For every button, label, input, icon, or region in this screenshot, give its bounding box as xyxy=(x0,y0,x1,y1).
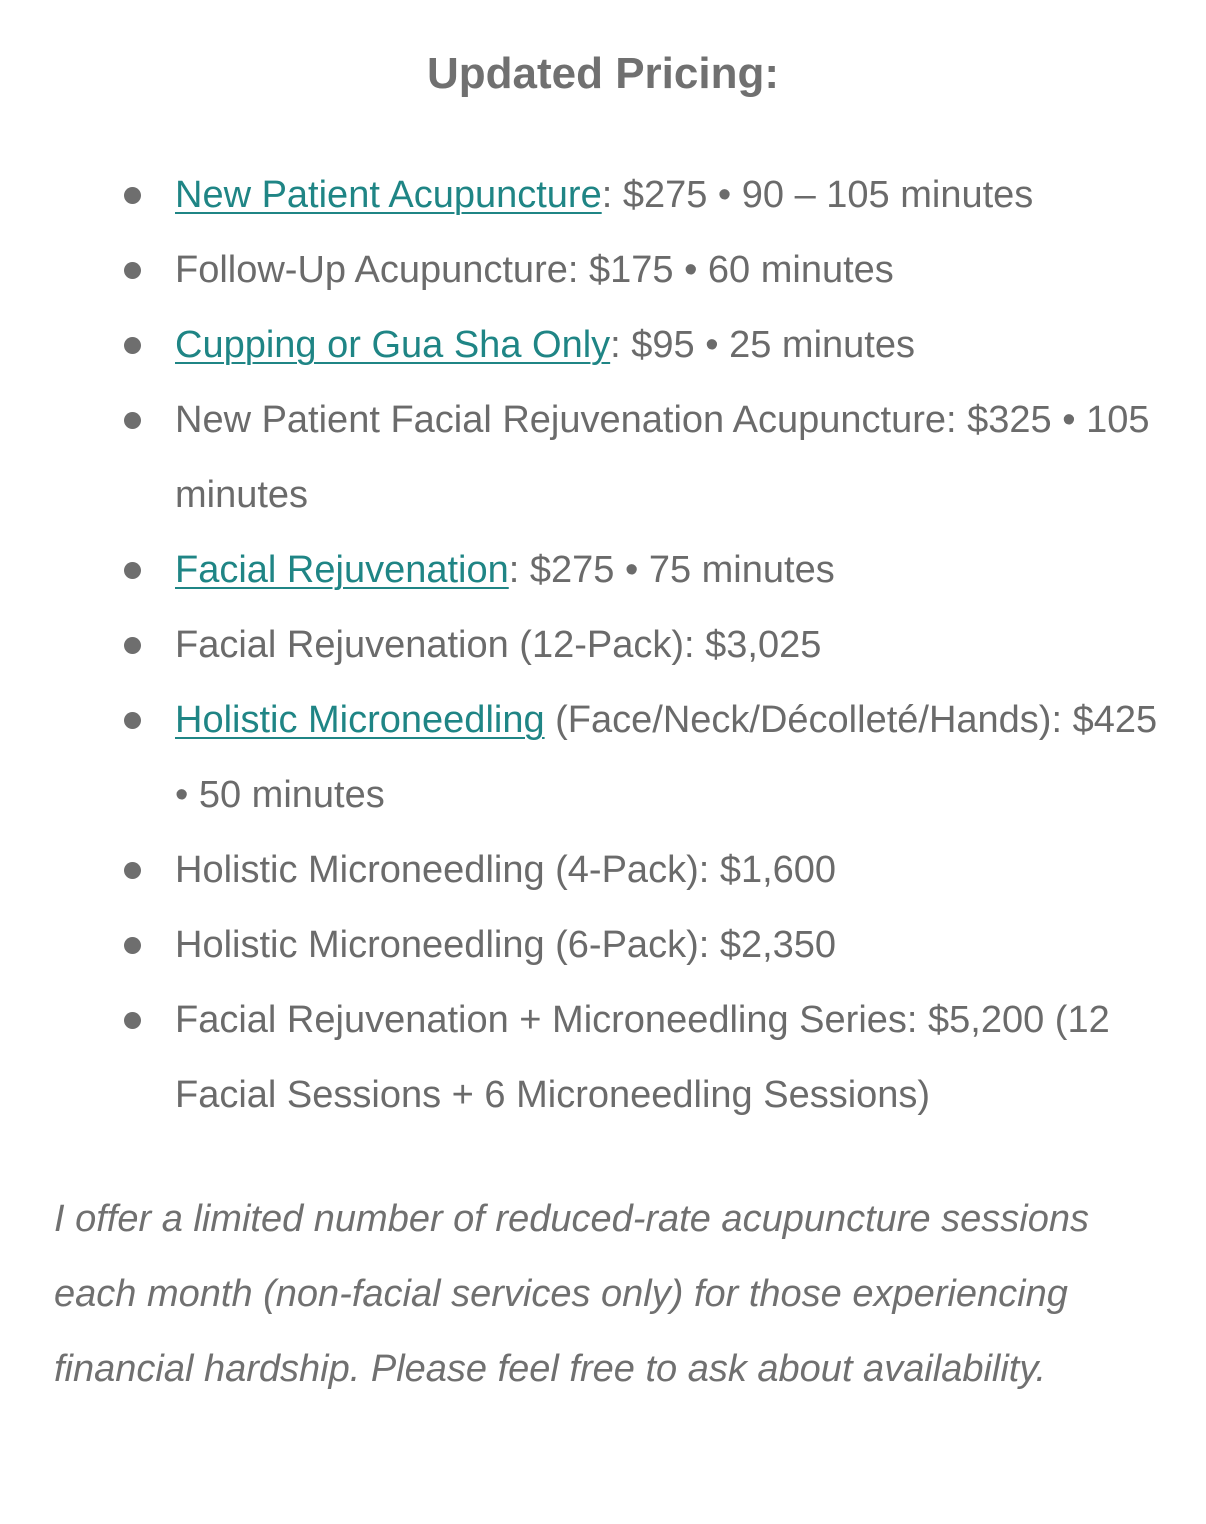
price-item-cupping-gua-sha xyxy=(0,308,1206,383)
bullet-icon xyxy=(124,862,141,879)
price-list xyxy=(0,158,1206,1133)
price-item-text: : $95 • 25 minutes xyxy=(610,324,915,366)
holistic-microneedling-link[interactable]: Holistic Microneedling xyxy=(175,699,545,741)
page-title: Updated Pricing: xyxy=(426,49,780,98)
bullet-icon xyxy=(124,187,141,204)
bullet-icon xyxy=(124,937,141,954)
price-item-text: Facial Rejuvenation + Microneedling Series: $5,200 (12 Facial Sessions + 6 Microneedling Sessions) xyxy=(175,999,1110,1116)
price-item-new-patient-acupuncture xyxy=(0,158,1206,233)
facial-rejuvenation-link[interactable]: Facial Rejuvenation xyxy=(175,549,509,591)
price-item-follow-up-acupuncture xyxy=(0,233,1206,308)
bullet-icon xyxy=(124,337,141,354)
bullet-icon xyxy=(124,637,141,654)
price-item-text: : $275 • 90 – 105 minutes xyxy=(601,174,1034,216)
bullet-icon xyxy=(124,1012,141,1029)
price-item-text: (Face/Neck/Décolleté/Hands): $425 • 50 minutes xyxy=(175,699,1158,816)
price-item-microneedling-4-pack xyxy=(0,833,1206,908)
reduced-rate-note: I offer a limited number of reduced-rate acupuncture sessions each month (non-facial services only) for those experiencing financial hardship. Please feel free to ask about availability. xyxy=(54,1198,1089,1390)
price-item-facial-rejuvenation-12-pack xyxy=(0,608,1206,683)
price-item-microneedling-6-pack xyxy=(0,908,1206,983)
price-item-text: Facial Rejuvenation (12-Pack): $3,025 xyxy=(175,624,822,666)
price-item-text: Holistic Microneedling (6-Pack): $2,350 xyxy=(175,924,837,966)
bullet-icon xyxy=(124,262,141,279)
price-item-text: New Patient Facial Rejuvenation Acupuncture: $325 • 105 minutes xyxy=(175,399,1150,516)
price-item-holistic-microneedling xyxy=(0,683,1206,833)
price-item-facial-microneedling-series xyxy=(0,983,1206,1133)
bullet-icon xyxy=(124,712,141,729)
bullet-icon xyxy=(124,412,141,429)
price-item-text: : $275 • 75 minutes xyxy=(508,549,835,591)
bullet-icon xyxy=(124,562,141,579)
price-item-facial-rejuvenation xyxy=(0,533,1206,608)
cupping-gua-sha-link[interactable]: Cupping or Gua Sha Only xyxy=(175,324,611,366)
price-item-new-patient-facial-rejuvenation xyxy=(0,383,1206,533)
price-item-text: Holistic Microneedling (4-Pack): $1,600 xyxy=(175,849,837,891)
price-item-text: Follow-Up Acupuncture: $175 • 60 minutes xyxy=(175,249,894,291)
new-patient-acupuncture-link[interactable]: New Patient Acupuncture xyxy=(175,174,602,216)
